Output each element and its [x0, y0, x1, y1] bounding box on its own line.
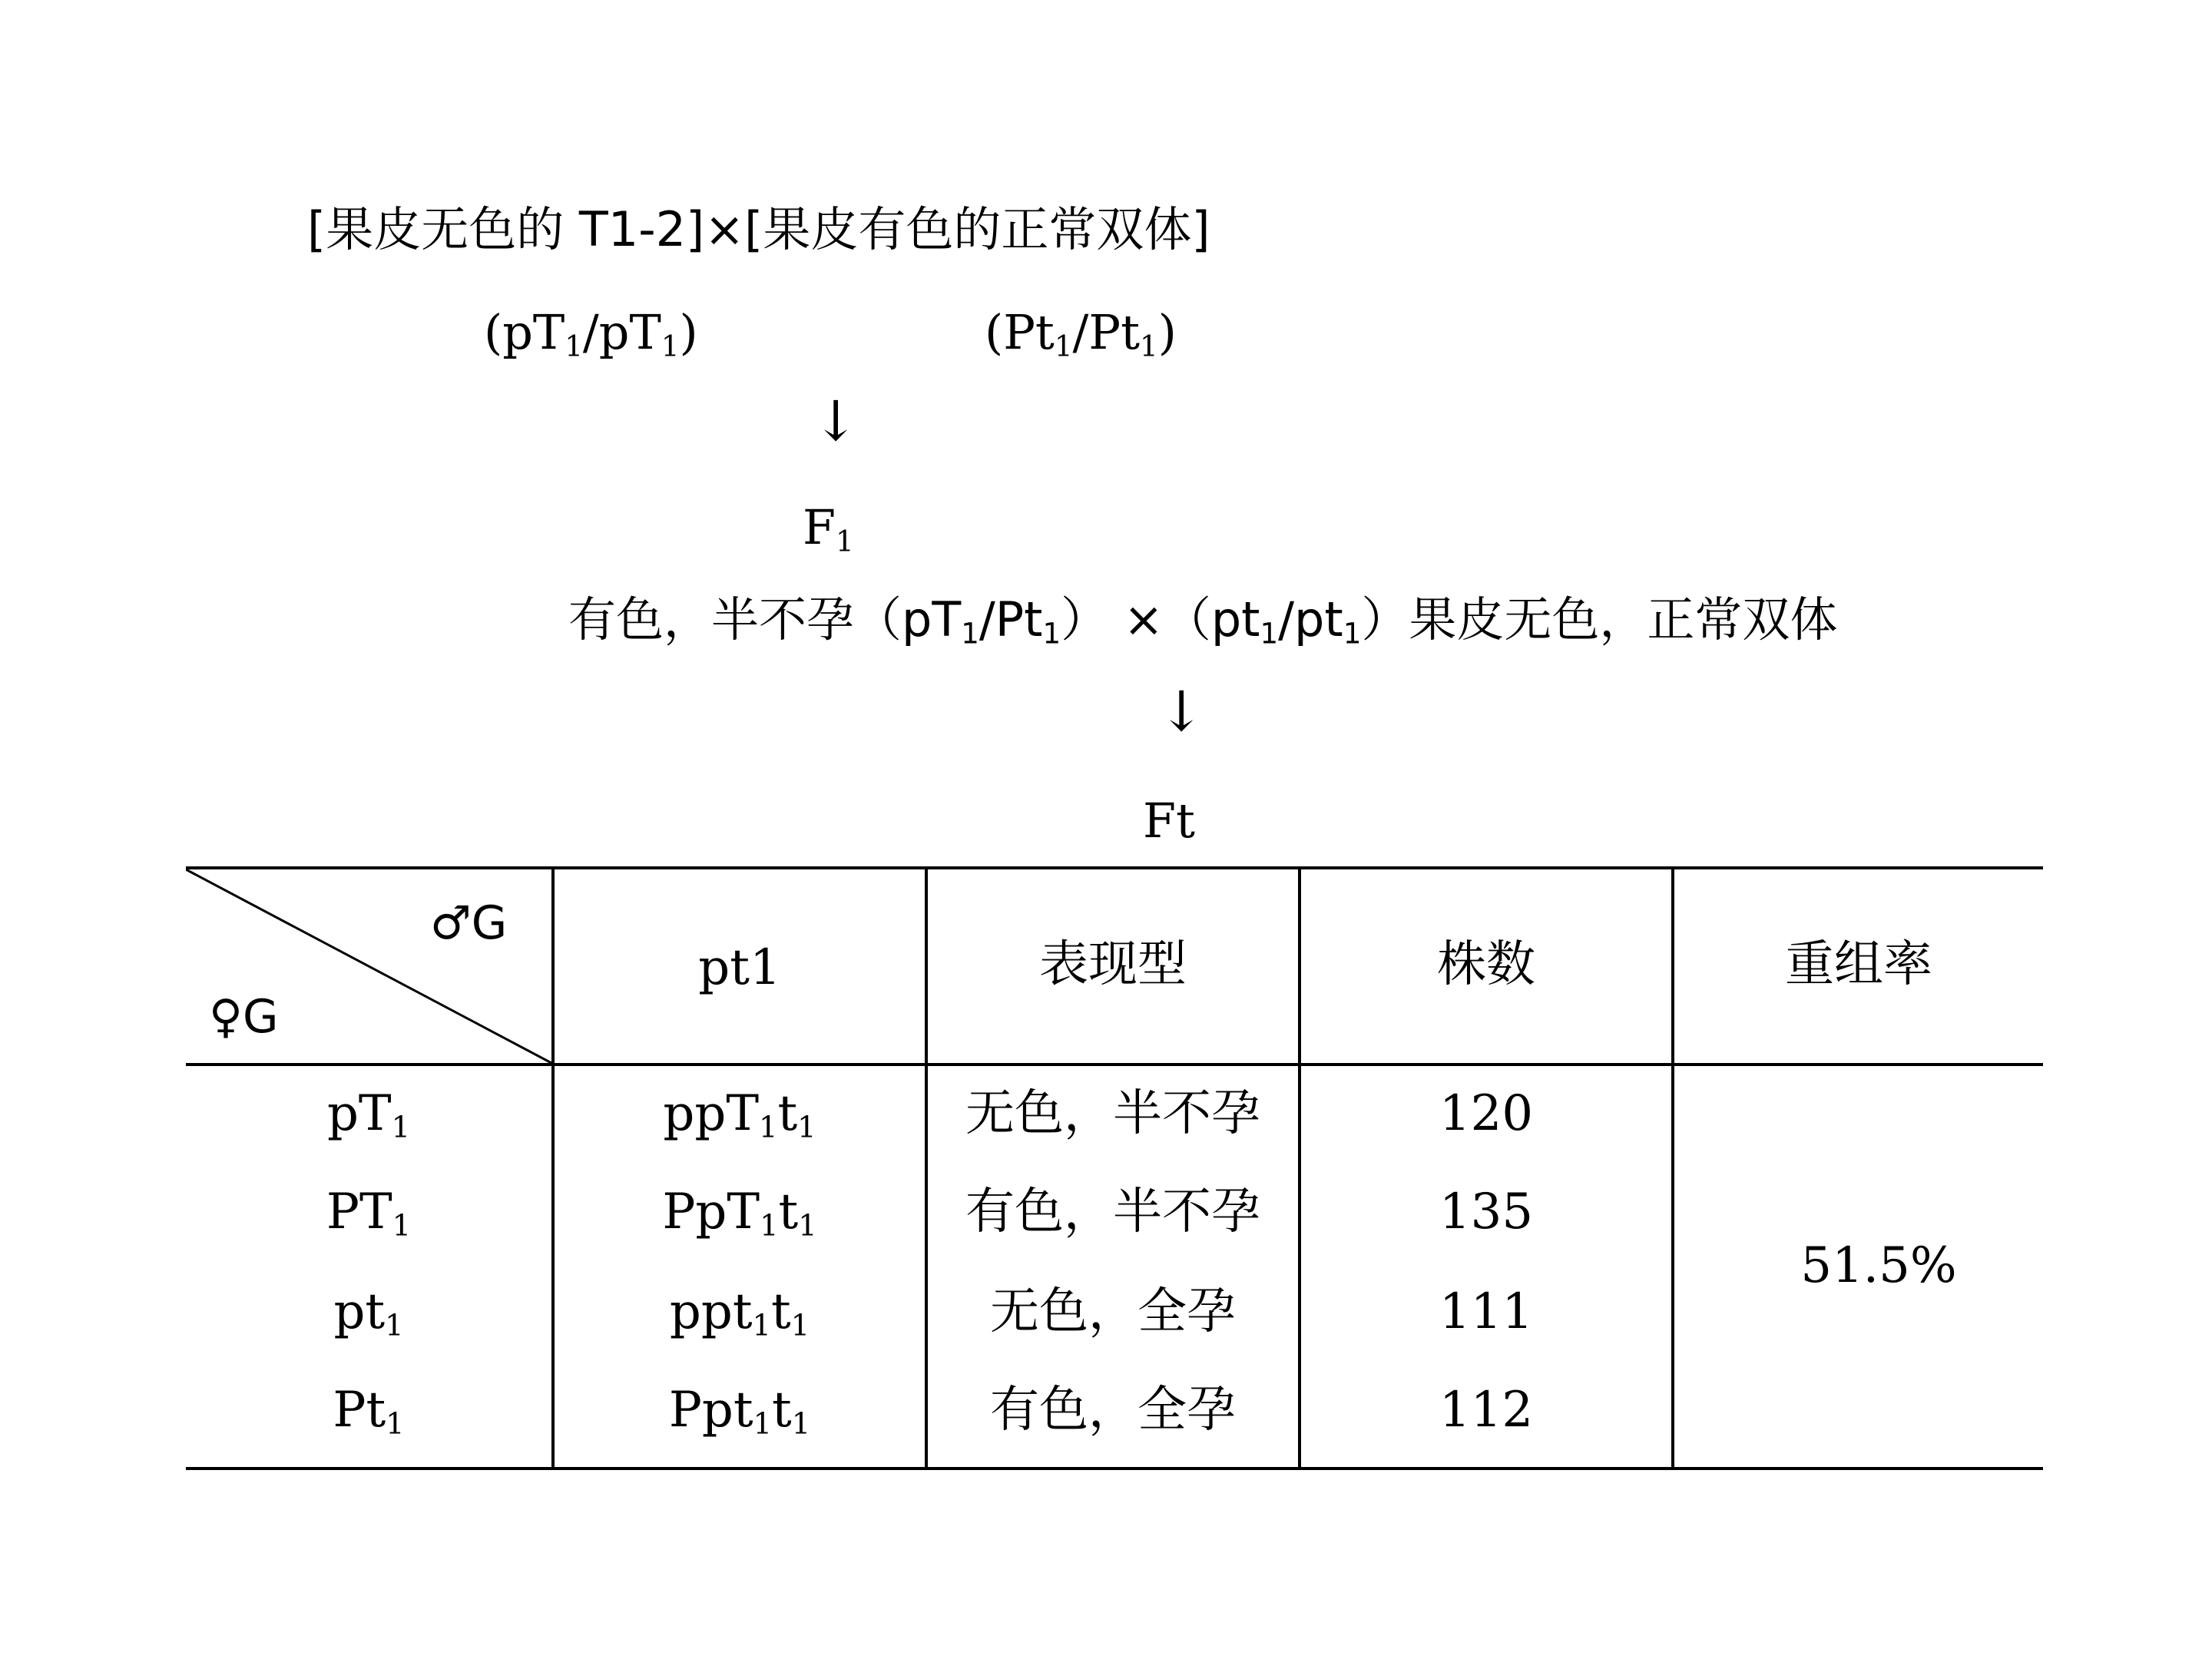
p1-a: (pT	[484, 304, 565, 360]
tc-m1: /Pt	[979, 591, 1043, 647]
offspring-genotype	[555, 1184, 925, 1243]
table-row	[186, 1283, 1674, 1349]
table-bottom-rule	[186, 1467, 2043, 1470]
g-part: PpT	[662, 1184, 760, 1240]
header-pt1: pt1	[698, 939, 781, 996]
g-sub: 1	[797, 1110, 816, 1145]
female-gamete	[186, 1184, 551, 1243]
g-part: t	[777, 1085, 798, 1142]
female-gamete	[186, 1283, 551, 1343]
table-row	[186, 1382, 1674, 1447]
phenotype: 无色，全孕	[990, 1283, 1236, 1340]
p2-c: )	[1157, 304, 1177, 360]
arrow-down-icon: ↓	[1158, 679, 1205, 743]
header-count: 株数	[1437, 936, 1535, 993]
tc-s3: 1	[1260, 616, 1279, 651]
g-part: t	[770, 1283, 791, 1340]
phenotype: 有色，全孕	[990, 1382, 1236, 1439]
offspring-genotype	[555, 1085, 925, 1145]
g-part: t	[772, 1382, 792, 1439]
g-part: t	[778, 1184, 799, 1240]
parents-line-text: [果皮无色的 T1-2]×[果皮有色的正常双体]	[307, 201, 1210, 257]
table-row	[186, 1085, 1674, 1151]
female-gamete	[186, 1085, 551, 1145]
corner-female-label: ♀G	[209, 990, 279, 1044]
header-recombination: 重组率	[1785, 936, 1932, 993]
phenotype: 无色，半不孕	[965, 1085, 1260, 1142]
p2-b: /Pt	[1072, 304, 1141, 360]
fg-base: PT	[326, 1184, 392, 1240]
fg-base: Pt	[333, 1382, 386, 1439]
fg-sub: 1	[385, 1308, 404, 1343]
p1-s2: 1	[661, 329, 680, 363]
plant-count: 112	[1439, 1382, 1534, 1439]
header-phenotype: 表现型	[1039, 936, 1187, 993]
offspring-genotype	[555, 1382, 925, 1442]
plant-count: 111	[1439, 1283, 1534, 1340]
plant-count: 120	[1439, 1085, 1534, 1142]
tc-left: 有色，半不孕（pT	[568, 591, 962, 647]
fg-sub: 1	[391, 1110, 411, 1145]
fg-base: pt	[333, 1283, 386, 1340]
female-gamete	[186, 1382, 551, 1442]
offspring-genotype	[555, 1283, 925, 1343]
results-table	[186, 866, 2043, 1470]
f1-sub: 1	[836, 524, 854, 558]
p2-s1: 1	[1054, 329, 1073, 363]
tc-m2: ） ×（pt	[1061, 591, 1260, 647]
parents-line	[307, 201, 1210, 257]
p1-s1: 1	[565, 329, 583, 363]
plant-count: 135	[1439, 1184, 1534, 1240]
fg-sub: 1	[392, 1208, 412, 1243]
g-sub: 1	[798, 1208, 817, 1243]
arrow-down-icon: ↓	[813, 389, 859, 453]
p1-c: )	[679, 304, 698, 360]
tc-s1: 1	[961, 616, 979, 651]
g-sub: 1	[791, 1406, 811, 1442]
g-sub: 1	[753, 1406, 773, 1442]
table-row	[186, 1184, 1674, 1249]
tc-right: ）果皮无色，正常双体	[1361, 591, 1838, 647]
g-sub: 1	[760, 1208, 779, 1243]
corner-male-label: ♂G	[430, 896, 508, 950]
tc-m3: /pt	[1278, 591, 1343, 647]
phenotype: 有色，半不孕	[965, 1184, 1260, 1240]
ft-label: Ft	[1143, 793, 1195, 849]
g-part: Ppt	[668, 1382, 753, 1439]
p1-b: /pT	[582, 304, 661, 360]
f1-base: F	[803, 499, 836, 555]
testcross-line	[568, 591, 1838, 651]
recombination-rate: 51.5%	[1800, 1237, 1957, 1294]
g-sub: 1	[790, 1308, 810, 1343]
parent1-genotype	[484, 304, 698, 363]
tc-s4: 1	[1343, 616, 1362, 651]
g-sub: 1	[752, 1308, 771, 1343]
f1-label	[803, 499, 854, 558]
tc-s2: 1	[1042, 616, 1061, 651]
g-sub: 1	[759, 1110, 778, 1145]
fg-sub: 1	[386, 1406, 405, 1442]
g-part: ppt	[669, 1283, 753, 1340]
p2-a: (Pt	[985, 304, 1055, 360]
parent2-genotype	[985, 304, 1177, 363]
p2-s2: 1	[1140, 329, 1158, 363]
fg-base: pT	[326, 1085, 392, 1142]
g-part: ppT	[663, 1085, 760, 1142]
